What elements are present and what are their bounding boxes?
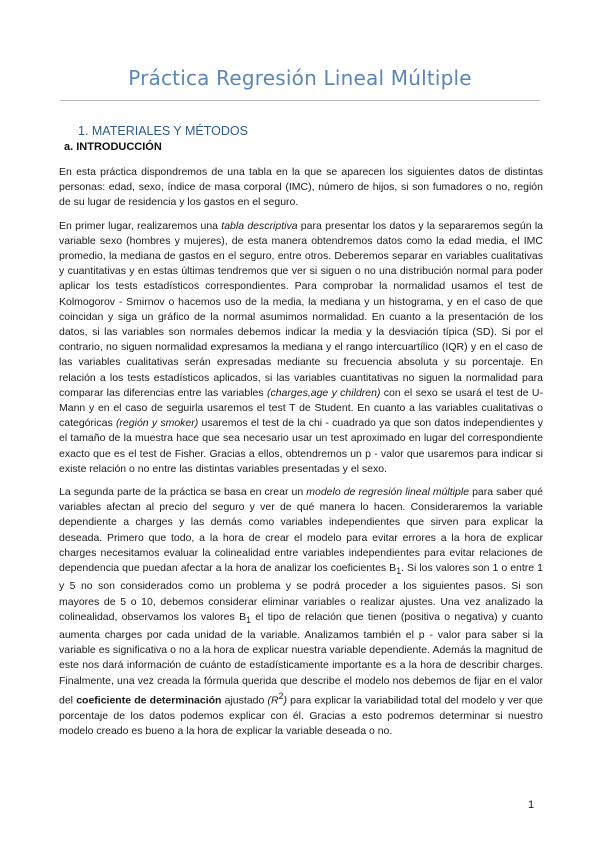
paragraph-intro-text: En esta práctica dispondremos de una tabla en la que se aparecen los siguientes datos de distintas personas: edad, sexo, índice de masa corporal (IMC), número de hijos, si son fumadores o no, región de su lugar de residencia y los gastos en el seguro. [59, 166, 543, 209]
text-run: para saber qué variables afectan al precio del seguro y ver de qué manera lo hacen. Consideraremos la variable dependiente a charges y las demás como variables independientes que sirven para explicar la deseada. Primero que todo, a la hora de crear el modelo para evitar errores a la hora de explicar charges necesitamos evaluar la colinealidad entre variables independientes para evitar relaciones de dependencia que puedan afectar a la hora de analizar los coeficientes B [59, 486, 543, 575]
document-title: Práctica Regresión Lineal Múltiple [128, 66, 472, 90]
paragraph-regression [59, 485, 543, 739]
text-run: para explicar la variabilidad total del modelo y ver que porcentaje de los datos podemos explicar con él. Gracias a esto podremos determinar si nuestro modelo creado es bueno a la hora de explicar la variable deseada o no. [59, 694, 543, 737]
emphasis-run: tabla descriptiva [221, 219, 298, 232]
superscript-run: 2 [278, 690, 284, 701]
section-heading: 1. MATERIALES Y MÉTODOS [78, 124, 248, 138]
title-divider [60, 100, 540, 101]
emphasis-run: (charges,age y children) [266, 386, 381, 399]
text-run: ajustado [221, 694, 268, 707]
emphasis-run: modelo de regresión lineal múltiple [306, 486, 470, 499]
emphasis-run: (R [267, 694, 279, 707]
subscript-run: 1 [396, 566, 402, 577]
emphasis-run: ) [283, 694, 287, 707]
emphasis-run: (región y smoker) [115, 417, 199, 430]
paragraph-descriptive [59, 219, 543, 477]
text-run: . Si los valores son 1 o entre 1 y 5 no son considerados como un problema y se podrá proceder a los siguientes pasos. Si son mayores de 5 o 10, debemos considerar eliminar variables o realizar ajustes. Una vez analizado la colinealidad, observamos los valores B [59, 562, 543, 623]
bold-run: coeficiente de determinación [76, 694, 222, 707]
text-run: el tipo de relación que tienen (positiva o negativa) y cuanto aumenta charges por cada unidad de la variable. Analizamos también el p - valor para saber si la variable es significativa o no a la hora de explicar nuestra variable dependiente. Además la magnitud de este nos dará información de cuánto de estadísticamente importante es a la hora de describir charges. Finalmente, una vez creada la fórmula querida que describe el modelo nos debemos de fijar en el valor del [59, 610, 543, 707]
subsection-heading: a. INTRODUCCIÓN [64, 141, 162, 153]
text-run: usaremos el test de la chi - cuadrado ya que son datos independientes y el tamaño de la muestra hace que sea necesario usar un test aproximado en lugar del correspondiente exacto que es el test de Fisher. Gracias a ellos, obtendremos un p - valor que usaremos para indicar si existe relación o no entre las distintas variables presentadas y el sexo. [59, 417, 543, 475]
paragraph-intro [59, 165, 543, 211]
page-number: 1 [528, 799, 535, 811]
subscript-run: 1 [246, 614, 251, 625]
text-run: para presentar los datos y la separaremos según la variable sexo (hombres y mujeres), de esta manera obtendremos datos como la edad media, el IMC promedio, la mediana de gastos en el seguro, entre otros. Deberemos separar en variables cualitativas y cuantitativas y en estas últimas tendremos que ver si siguen o no una distribución normal para poder aplicar los tests estadísticos correspondientes. Para comprobar la normalidad usamos el test de Kolmogorov - Smirnov o hacemos uso de la media, la mediana y un histograma, y en el caso de que coincidan y siga un gráfico de la normal asumimos normalidad. En cuanto a la presentación de los datos, si las variables son normales debemos indicar la media y la desviación típica (SD). Si por el contrario, no siguen normalidad expresamos la mediana y el rango intercuartílico (IQR) y en el caso de las variables cualitativas serán expresadas mediante su frecuencia absoluta y su porcentaje. En relación a los tests estadísticos aplicados, si las variables cuantitativas no siguen la normalidad para comparar las diferencias entre las variables [59, 219, 543, 399]
document-body [59, 165, 543, 747]
text-run: con el sexo se usará el test de U-Mann y en el caso de seguirla usaremos el test T de Student. En cuanto a las variables cualitativas o categóricas [59, 386, 543, 430]
text-run: En primer lugar, realizaremos una [59, 219, 222, 232]
text-run: La segunda parte de la práctica se basa en crear un [59, 486, 307, 499]
